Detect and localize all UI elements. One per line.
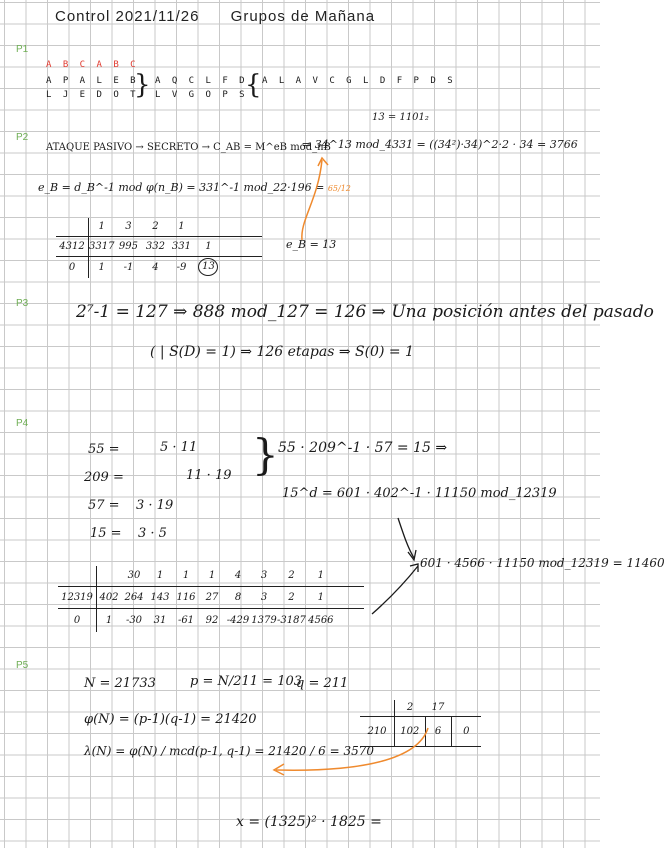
orange-arrow-p2: [302, 160, 322, 240]
p1-row1: A P A L E B: [46, 76, 139, 86]
title-date: Control 2021/11/26: [55, 8, 200, 25]
p5-p-line: p = N/211 = 103: [190, 674, 303, 689]
p2-label: P2: [16, 132, 29, 143]
p4-eq2: 15^d = 601 · 402^-1 · 11150 mod_12319: [282, 486, 557, 501]
table-row: 0 1 -1 4 -9 13: [56, 256, 262, 278]
p1-row1-right: A L A V C G L D F P D S: [262, 76, 456, 86]
p3-line1: 2⁷-1 = 127 ⇒ 888 mod_127 = 126 ⇒ Una posición antes del pasado: [76, 302, 654, 322]
table-row: 4312 3317 995 332 331 1: [56, 236, 262, 256]
p1-row2: L J E D O T: [46, 90, 139, 100]
black-arrow-p4-up: [372, 566, 418, 614]
p4-label: P4: [16, 418, 29, 429]
p1-row1-mid: A Q C L F D: [155, 76, 248, 86]
black-arrow-p4-down: [398, 518, 414, 558]
p5-lambda-line: λ(N) = φ(N) / mcd(p-1, q-1) = 21420 / 6 = 3570: [84, 744, 374, 758]
table-row: 30 1 1 1 4 3 2 1: [58, 566, 364, 586]
p4-eq3: 601 · 4566 · 11150 mod_12319 = 11460: [420, 556, 665, 570]
orange-arrow-p5: [276, 728, 428, 770]
p1-red-row: A B C A B C: [46, 60, 139, 70]
orange-arrowhead-p2: [318, 158, 328, 166]
p4-eq1: 55 · 209^-1 · 57 = 15 ⇒: [278, 440, 448, 456]
graph-paper-page: Control 2021/11/26 Grupos de Mañana P1 A B C A B C A P A L E B } A Q C L F D { A L A V C G L D F P D S L J E D O T L V G O P S P2 13 = 1101₂ ATAQUE PASIVO → SECRETO → C_AB = M^eB mod_nB ⇒ 34^13 mod_4331 = ((34²)·34)^2·2 · 34 = 3766 e_B = d_B^-1 mod φ(n_B) = 331^-1 mod_22·196 = 65/12 e_B = 13 1 3 2 1 4312 3317 995 332 331 1 0 1 -1 4 -9 13 P3 2⁷-1 = 127 ⇒ 888 mod_127 = 126 ⇒ Una posición antes del pasado ( | S(D) = 1) ⇒ 126 etapas ⇒ S(0) = 1 P4 55 = 5 · 11 209 = 11 · 19 57 = 3 · 19 15 = 3 · 5 } 55 · 209^-1 · 57 = 15 ⇒ 15^d = 601 · 402^-1 · 11150 mod_12319 601 · 4566 · 11150 mod_12319 = 11460 30 1 1 1 4 3 2 1 12319 402 264 143 116 27 8 3 2 1 0 1 -30 31 -61 92 -429 1379 -3187 4566 P5 N = 21733 p = N/211 = 103 q = 211 φ(N) = (p-1)(q-1) = 21420 λ(N) = φ(N) / mcd(p-1, q-1) = 21420 / 6 = 3570 2 17 210 102 6 0 x = (1325)² · 1825 =: [0, 0, 600, 848]
table-row: 210 102 6 0: [360, 716, 481, 746]
p2-implies1: ⇒ 34^13 mod_4331 = ((34²)·34)^2·2 · 34 = 3766: [302, 138, 578, 151]
p1-row2-mid: L V G O P S: [155, 90, 248, 100]
p3-line2: ( | S(D) = 1) ⇒ 126 etapas ⇒ S(0) = 1: [150, 344, 414, 360]
p5-q-line: q = 211: [296, 676, 349, 691]
p5-phi-line: φ(N) = (p-1)(q-1) = 21420: [84, 712, 257, 727]
table-row: 1 3 2 1: [56, 218, 262, 236]
p5-x-line: x = (1325)² · 1825 =: [236, 814, 382, 830]
p2-line1: ATAQUE PASIVO → SECRETO → C_AB = M^eB mod_nB: [46, 142, 331, 153]
p5-label: P5: [16, 660, 29, 671]
circled-result: 13: [198, 258, 218, 276]
p2-eb-13: e_B = 13: [286, 238, 337, 251]
p1-brace2: {: [245, 70, 262, 100]
title-group: Grupos de Mañana: [230, 8, 376, 25]
p5-n-line: N = 21733: [84, 676, 156, 691]
p2-line2-orange: 65/12: [327, 184, 351, 193]
p4-brace: }: [252, 430, 279, 479]
p1-label: P1: [16, 44, 29, 55]
table-row: 12319 402 264 143 116 27 8 3 2 1: [58, 586, 364, 608]
table-row: 0 1 -30 31 -61 92 -429 1379 -3187 4566: [58, 608, 364, 632]
table-row: 2 17: [360, 700, 481, 716]
p1-brace1: }: [134, 70, 151, 100]
p2-line2-text: e_B = d_B^-1 mod φ(n_B) = 331^-1 mod_22·196 =: [38, 181, 325, 194]
p3-label: P3: [16, 298, 29, 309]
p2-note-13: 13 = 1101₂: [372, 112, 429, 123]
